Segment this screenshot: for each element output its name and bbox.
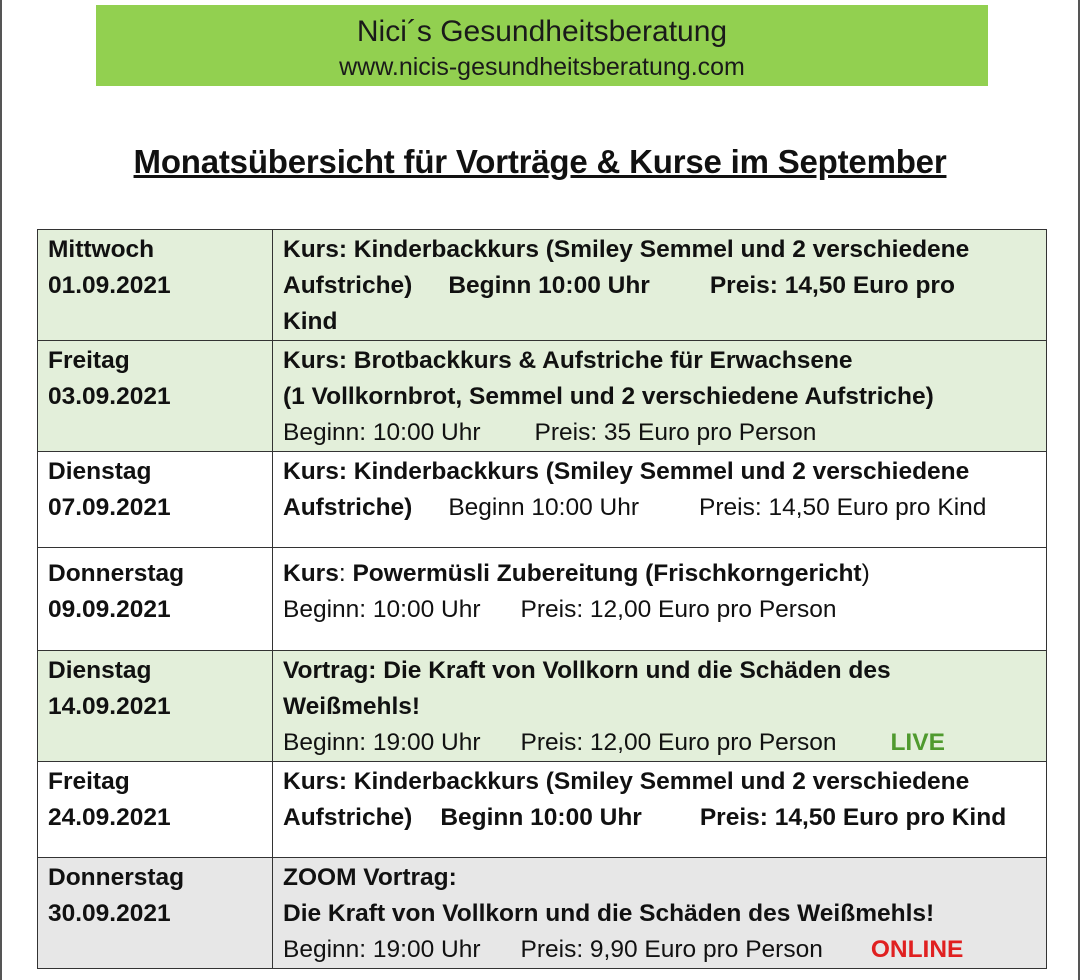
start-time: Beginn 10:00 Uhr [448,494,640,521]
event-details: Kurs: Powermüsli Zubereitung (Frischkorngericht) Beginn: 10:00 Uhr Preis: 12,00 Euro pro Person [273,548,1047,651]
event-details [273,858,1047,969]
price: Preis: 12,00 Euro pro Person [520,596,837,623]
start-time: Beginn 10:00 Uhr [448,272,650,299]
date: 01.09.2021 [48,272,171,299]
event-title-cont: Aufstriche) [283,272,413,299]
business-name: Nici´s Gesundheitsberatung [356,15,728,48]
start-time: Beginn 10:00 Uhr [440,804,642,831]
date-cell [38,762,273,858]
price-cont: Kind [283,308,338,335]
table-row [38,548,1047,651]
table-row [38,341,1047,452]
live-badge: LIVE [890,729,945,756]
event-details [273,230,1047,341]
date-cell [38,230,273,341]
price: Preis: 35 Euro pro Person [534,419,817,446]
table-row [38,858,1047,969]
event-details [273,452,1047,548]
weekday: Mittwoch [48,236,155,263]
online-badge: ONLINE [870,936,964,963]
weekday: Dienstag [48,657,152,684]
event-details [273,651,1047,762]
event-title: Kurs: Kinderbackkurs (Smiley Semmel und 2 verschiedene [283,236,970,263]
event-title: Kurs: Brotbackkurs & Aufstriche für Erwachsene [283,347,853,374]
event-title: Vortrag: Die Kraft von Vollkorn und die Schäden des [283,657,891,684]
event-details [273,762,1047,858]
event-title: Die Kraft von Vollkorn und die Schäden des Weißmehls! [283,900,935,927]
header-banner [96,5,988,86]
price: Preis: 14,50 Euro pro Kind [699,494,987,521]
date: 09.09.2021 [48,596,171,623]
date: 30.09.2021 [48,900,171,927]
event-title-cont: Aufstriche) [283,804,413,831]
table-row [38,230,1047,341]
weekday: Donnerstag [48,560,185,587]
start-time: Beginn: 10:00 Uhr [283,596,481,623]
table-row [38,651,1047,762]
price: Preis: 14,50 Euro pro [709,272,955,299]
date: 24.09.2021 [48,804,171,831]
start-time: Beginn: 10:00 Uhr [283,419,481,446]
event-table [37,229,1047,969]
table-row [38,452,1047,548]
event-type: ZOOM Vortrag: [283,864,457,891]
event-title-cont: Aufstriche) [283,494,413,521]
date: 03.09.2021 [48,383,171,410]
website-url: www.nicis-gesundheitsberatung.com [339,53,745,81]
date-cell [38,452,273,548]
event-title: Kurs: Kinderbackkurs (Smiley Semmel und 2 verschiedene [283,458,970,485]
date-cell [38,858,273,969]
event-title: Kurs: Kinderbackkurs (Smiley Semmel und 2 verschiedene [283,768,970,795]
event-title: Powermüsli Zubereitung (Frischkorngericht [352,560,862,587]
start-time: Beginn: 19:00 Uhr [283,729,481,756]
weekday: Freitag [48,347,130,374]
date-cell [38,548,273,651]
page-title: Monatsübersicht für Vorträge & Kurse im September [133,143,947,180]
date: 07.09.2021 [48,494,171,521]
price: Preis: 12,00 Euro pro Person [520,729,837,756]
date: 14.09.2021 [48,693,171,720]
table-row [38,762,1047,858]
date-cell [38,651,273,762]
event-subtitle: (1 Vollkornbrot, Semmel und 2 verschiedene Aufstriche) [283,383,934,410]
weekday: Donnerstag [48,864,185,891]
weekday: Dienstag [48,458,152,485]
price: Preis: 9,90 Euro pro Person [520,936,823,963]
date-cell [38,341,273,452]
price: Preis: 14,50 Euro pro Kind [699,804,1007,831]
weekday: Freitag [48,768,130,795]
event-details [273,341,1047,452]
event-title-cont: Weißmehls! [283,693,421,720]
event-type: Kurs [283,560,339,587]
start-time: Beginn: 19:00 Uhr [283,936,481,963]
